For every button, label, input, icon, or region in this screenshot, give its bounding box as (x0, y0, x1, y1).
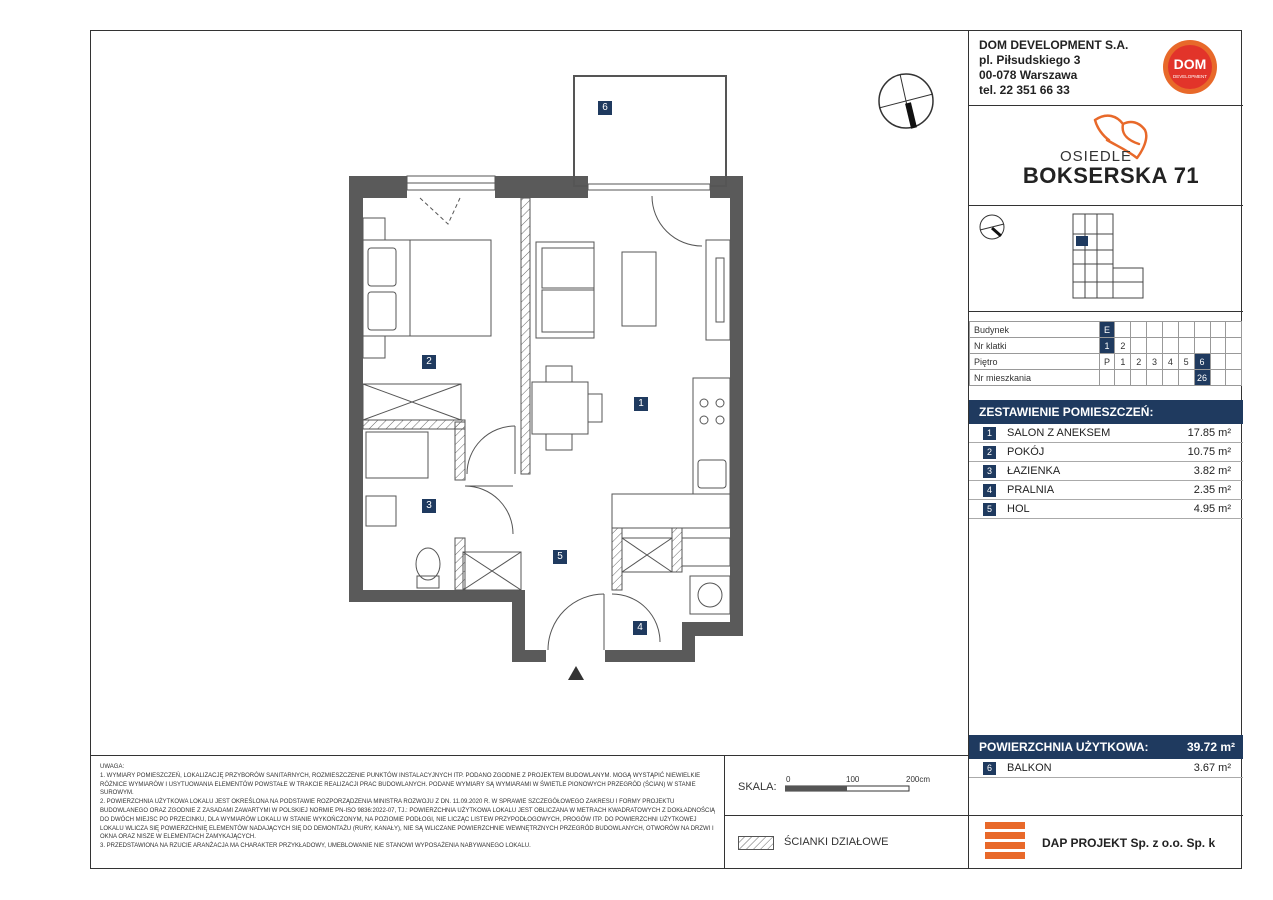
note-3: 3. PRZEDSTAWIONA NA RZUCIE ARANŻACJA MA CHARAKTER PRZYKŁADOWY, UMEBLOWANIE NIE STANOWI WYPOSAŻENIA NABYWANEGO LOKALU. (100, 843, 531, 850)
total-area-value: 39.72 m² (1186, 740, 1235, 754)
estate-name (969, 148, 1243, 187)
floor-label: Piętro (970, 354, 1100, 370)
key-plan (1069, 212, 1149, 302)
company-address-1: pl. Piłsudskiego 3 (979, 53, 1081, 67)
flat-value: 26 (1194, 370, 1210, 386)
floor-6: 6 (1194, 354, 1210, 370)
floor-2: 2 (1131, 354, 1147, 370)
company-address-2: 00-078 Warszawa (979, 68, 1078, 82)
partition-legend-icon (738, 836, 774, 850)
scale-label: SKALA: (738, 781, 777, 793)
estate-line-2: BOKSERSKA 71 (1022, 163, 1200, 188)
notes-divider (724, 755, 725, 869)
company-name: DOM DEVELOPMENT S.A. (979, 38, 1129, 52)
total-area-bar (969, 735, 1243, 759)
flat-label: Nr mieszkania (970, 370, 1100, 386)
floor-p: P (1099, 354, 1115, 370)
architect-name: DAP PROJEKT Sp. z o.o. Sp. k (1042, 836, 1216, 850)
info-panel (968, 30, 1242, 869)
note-2: 2. POWIERZCHNIA UŻYTKOWA LOKALU JEST OKREŚLONA NA PODSTAWIE ROZPORZĄDZENIA MINISTRA ROZWOJU Z DN. 11.09.2020 R. W SPRAWIE SZCZEGÓŁOWEGO ZAKRESU I FORMY PROJEKTU BUDOWLANEGO ORAZ ZGODNIE Z ZASADAMI ZAWARTYMI W POLSKIEJ NORMIE PN-ISO 9836:2022-07, TJ.: POWIERZCHNIA UŻYTKOWA LOKALU JEST OBLICZANA W METRACH KWADRATOWYCH Z DOKŁADNOŚCIĄ DO DWÓCH MIEJSC PO PRZECINKU, DLA WYMIARÓW LOKALU W STANIE WYKOŃCZONYM, NA POZIOMIE PODŁOGI, NIE LICZĄC LISTEW PRZYPODŁOGOWYCH, PROGÓW ITP. DO POWIERZCHNI UŻYTKOWEJ LOKALU WLICZA SIĘ POWIERZCHNIĘ ELEMENTÓW NADAJĄCYCH SIĘ DO DEMONTAŻU (RURY, KANAŁY), NIE SĄ WLICZANE POWIERZCHNIE WEWNĘTRZNYCH PRZEGRÓD BUDOWLANYCH, OTWORÓW NA DRZWI I OKNA ORAZ NISZE W ELEMENTACH ZAMYKAJĄCYCH. (100, 799, 715, 841)
notes-title: UWAGA: (100, 764, 125, 770)
bottom-divider (90, 755, 969, 756)
estate-line-1: OSIEDLE (1059, 148, 1133, 165)
partition-walls (363, 198, 682, 590)
dap-logo-icon (985, 822, 1025, 860)
plan-label-6: 6 (598, 101, 612, 115)
kitchen (612, 240, 730, 614)
scale-tick-100: 100 (846, 775, 860, 784)
balcony-row: 6 BALKON 3.67 m² (983, 760, 1237, 778)
outer-walls (349, 176, 743, 662)
plan-label-3: 3 (422, 499, 436, 513)
svg-text:DOM: DOM (1173, 56, 1207, 72)
plan-label-4: 4 (633, 621, 647, 635)
total-area-label: POWIERZCHNIA UŻYTKOWA: (979, 740, 1149, 754)
room-row-2: 2 POKÓJ 10.75 m² (983, 444, 1237, 462)
floor-3: 3 (1147, 354, 1163, 370)
scale-tick-200: 200cm (906, 775, 931, 784)
note-1: 1. WYMIARY POMIESZCZEŃ, LOKALIZACJĘ PRZYBORÓW SANITARNYCH, ROZMIESZCZENIE PUNKTÓW INSTALACYJNYCH ITP. PODANO ZGODNIE Z PROJEKTEM BUDOWLANYM. MOGĄ WYSTĄPIĆ NIEWIELKIE RÓŻNICE WYMIARÓW I USYTUOWANIA ELEMENTÓW POWSTAŁE W TRAKCIE REALIZACJI PRAC BUDOWLANYCH. PODANE WYMIARY SĄ WYMIARAMI W ŚWIETLE PIONOWYCH PRZEGRÓD (ŚCIAN) W STANIE SUROWYM. (100, 772, 701, 797)
legend-label: ŚCIANKI DZIAŁOWE (784, 836, 889, 848)
bathroom-fixtures (366, 432, 521, 590)
room-row-4: 4 PRALNIA 2.35 m² (983, 482, 1237, 500)
company-phone: tel. 22 351 66 33 (979, 83, 1070, 97)
scale-divider (724, 815, 969, 816)
sofa (536, 242, 594, 338)
flat-info-table (969, 321, 1242, 386)
floor-5: 5 (1178, 354, 1194, 370)
dom-logo (1159, 38, 1221, 96)
scale-tick-0: 0 (786, 775, 791, 784)
key-plan-compass-icon (977, 212, 1007, 242)
building-label: Budynek (970, 322, 1100, 338)
company-info (979, 38, 1128, 98)
notes (100, 763, 718, 851)
entrance-arrow (568, 666, 584, 680)
plan-label-5: 5 (553, 550, 567, 564)
stair-label: Nr klatki (970, 338, 1100, 354)
compass-icon (879, 74, 933, 128)
stair-2: 2 (1115, 338, 1131, 354)
stair-1: 1 (1099, 338, 1115, 354)
room-row-3: 3 ŁAZIENKA 3.82 m² (983, 463, 1237, 481)
plan-label-1: 1 (634, 397, 648, 411)
floor-1: 1 (1115, 354, 1131, 370)
plan-label-2: 2 (422, 355, 436, 369)
floor-4: 4 (1162, 354, 1178, 370)
rooms-title: ZESTAWIENIE POMIESZCZEŃ: (969, 400, 1243, 424)
room-row-1: 1 SALON Z ANEKSEM 17.85 m² (983, 425, 1237, 443)
svg-text:DEVELOPMENT: DEVELOPMENT (1172, 74, 1208, 79)
scale-bar (785, 785, 915, 793)
building-value: E (1099, 322, 1115, 338)
bed (363, 218, 491, 358)
room-row-5: 5 HOL 4.95 m² (983, 501, 1237, 519)
